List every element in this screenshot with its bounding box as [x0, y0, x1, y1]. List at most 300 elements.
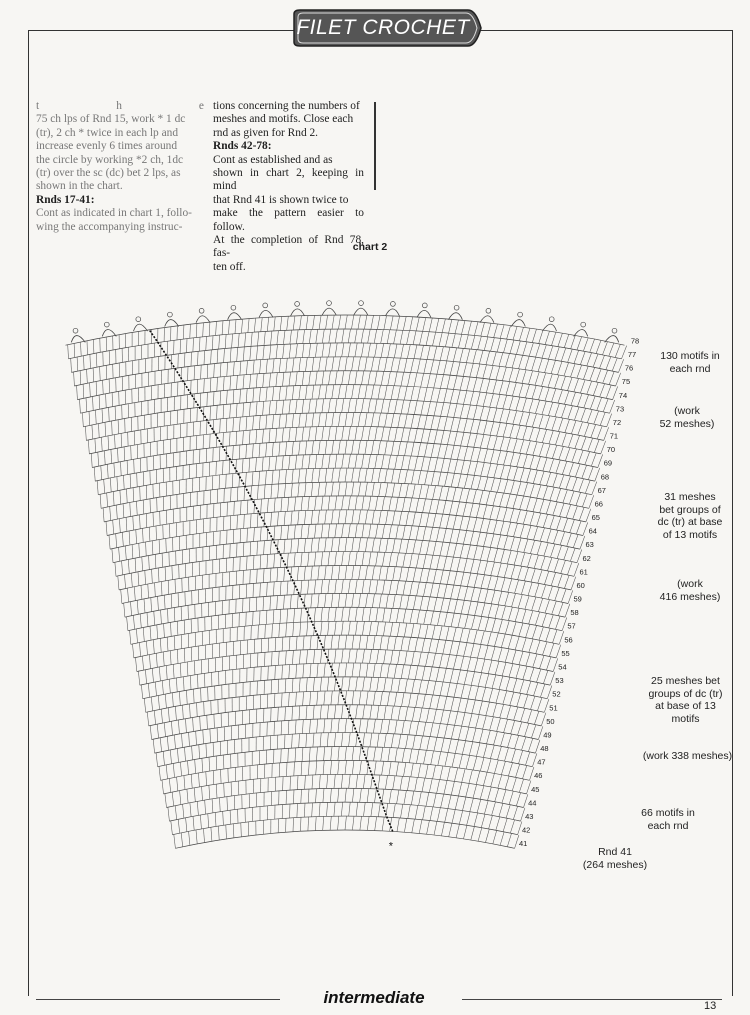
mesh-stitch [132, 545, 133, 559]
mesh-stitch [313, 315, 315, 329]
mesh-stitch [332, 482, 334, 496]
mesh-stitch [245, 333, 246, 347]
mesh-stitch [299, 413, 301, 427]
mesh-stitch [410, 554, 413, 568]
mesh-stitch [504, 564, 508, 578]
mesh-stitch [513, 806, 517, 819]
mesh-stitch [467, 545, 471, 559]
mesh-stitch [423, 583, 426, 597]
mesh-stitch [425, 764, 428, 778]
mesh-stitch [295, 720, 296, 734]
mesh-stitch [433, 653, 436, 667]
mesh-stitch [315, 455, 317, 469]
mesh-stitch [133, 516, 134, 530]
mesh-stitch [431, 388, 434, 402]
mesh-stitch [421, 373, 424, 387]
mesh-stitch [300, 316, 302, 330]
mesh-stitch [436, 528, 439, 542]
mesh-stitch [124, 603, 125, 617]
mesh-stitch [124, 447, 125, 461]
mesh-stitch [427, 374, 430, 388]
mesh-stitch [291, 483, 292, 497]
motif-arch [480, 316, 494, 323]
mesh-stitch [262, 457, 263, 471]
mesh-stitch [239, 445, 240, 459]
mesh-stitch [365, 566, 367, 580]
mesh-stitch [295, 455, 296, 469]
mesh-stitch [454, 600, 457, 614]
mesh-stitch [271, 484, 272, 498]
mesh-stitch [415, 666, 418, 680]
mesh-stitch [551, 360, 555, 373]
mesh-stitch [338, 788, 339, 802]
mesh-stitch [175, 706, 176, 720]
mesh-stitch [175, 579, 176, 593]
mesh-stitch [530, 484, 534, 497]
mesh-stitch [424, 387, 427, 401]
mesh-stitch [320, 677, 321, 691]
mesh-stitch [213, 392, 214, 406]
mesh-stitch [338, 816, 339, 830]
mesh-stitch [247, 500, 248, 514]
mesh-stitch [157, 724, 158, 738]
mesh-stitch [415, 456, 418, 470]
mesh-stitch [199, 337, 200, 351]
mesh-stitch [348, 552, 350, 566]
mesh-stitch [474, 546, 478, 560]
mesh-stitch [573, 535, 578, 548]
mesh-stitch [487, 407, 491, 421]
mesh-stitch [548, 586, 552, 599]
mesh-stitch [427, 821, 430, 835]
mesh-stitch [610, 400, 615, 413]
mesh-stitch [413, 540, 416, 554]
footer-rule-right [462, 999, 722, 1000]
mesh-stitch [372, 469, 374, 483]
mesh-stitch [421, 345, 424, 359]
mesh-stitch [362, 552, 364, 566]
mesh-stitch [545, 359, 549, 372]
mesh-stitch [549, 459, 553, 472]
mesh-stitch [454, 768, 457, 782]
mesh-stitch [389, 762, 391, 776]
mesh-stitch [401, 456, 404, 470]
mesh-stitch [169, 779, 170, 793]
mesh-stitch [447, 767, 450, 781]
mesh-stitch [457, 670, 460, 684]
mesh-stitch [515, 608, 519, 621]
mesh-stitch [388, 344, 391, 358]
mesh-stitch [390, 608, 392, 622]
round-number-label: 68 [600, 472, 610, 482]
mesh-stitch [594, 439, 599, 452]
round-ring [149, 705, 542, 726]
mesh-stitch [288, 748, 289, 762]
mesh-stitch [526, 497, 530, 510]
mesh-stitch [436, 640, 439, 654]
mesh-stitch [338, 719, 339, 733]
mesh-stitch [174, 608, 175, 622]
mesh-stitch [470, 798, 474, 812]
mesh-stitch [331, 593, 333, 607]
mesh-stitch [171, 821, 173, 835]
mesh-stitch [447, 655, 450, 669]
mesh-stitch [237, 515, 238, 529]
mesh-stitch [193, 338, 194, 352]
mesh-stitch [556, 460, 561, 473]
mesh-stitch [365, 482, 367, 496]
mesh-stitch [549, 643, 554, 656]
mesh-stitch [129, 531, 130, 545]
mesh-stitch [101, 466, 102, 480]
mesh-stitch [557, 545, 562, 558]
mesh-stitch [284, 539, 285, 553]
mesh-stitch [398, 706, 400, 720]
mesh-stitch [266, 359, 267, 373]
mesh-stitch [249, 430, 250, 444]
mesh-stitch [319, 413, 321, 427]
mesh-stitch [454, 432, 457, 446]
mesh-stitch [142, 656, 143, 670]
mesh-stitch [119, 547, 120, 561]
mesh-stitch [490, 534, 494, 548]
mesh-stitch [188, 761, 189, 775]
mesh-stitch [138, 671, 139, 685]
mesh-stitch [389, 553, 391, 567]
mesh-stitch [469, 742, 473, 756]
mesh-stitch [450, 557, 453, 571]
mesh-stitch [518, 595, 522, 608]
mesh-stitch [298, 539, 299, 553]
mesh-stitch [352, 440, 354, 454]
mesh-stitch [381, 399, 384, 413]
mesh-stitch [473, 518, 477, 532]
mesh-stitch [177, 748, 178, 762]
mesh-stitch [410, 317, 413, 331]
mesh-stitch [373, 691, 375, 705]
mesh-stitch [553, 474, 558, 487]
mesh-stitch [156, 526, 157, 540]
mesh-stitch [505, 592, 509, 606]
text-line: shown in chart 2, keeping in mind [213, 167, 364, 193]
mesh-stitch [387, 330, 390, 344]
mesh-stitch [110, 478, 111, 492]
mesh-stitch [385, 441, 388, 455]
mesh-stitch [405, 707, 408, 721]
mesh-stitch [365, 510, 367, 524]
mesh-stitch [312, 775, 313, 789]
mesh-stitch [306, 706, 307, 720]
mesh-stitch [403, 609, 406, 623]
mesh-stitch [530, 512, 534, 525]
mesh-stitch [565, 448, 570, 461]
mesh-stitch [172, 792, 174, 806]
mesh-stitch [460, 544, 463, 558]
mesh-stitch [304, 511, 305, 525]
mesh-stitch [505, 649, 509, 663]
mesh-stitch [571, 577, 576, 590]
mesh-stitch [409, 749, 412, 763]
mesh-stitch [521, 581, 525, 594]
mesh-stitch [345, 663, 347, 677]
mesh-stitch [543, 642, 548, 655]
mesh-stitch [303, 692, 304, 706]
mesh-stitch [309, 371, 311, 385]
mesh-stitch [267, 582, 268, 596]
mesh-stitch [444, 696, 447, 710]
mesh-stitch [424, 359, 427, 373]
mesh-stitch [556, 645, 561, 658]
mesh-stitch [464, 671, 467, 685]
mesh-stitch [481, 463, 485, 477]
mesh-stitch [437, 556, 440, 570]
annotation-25-meshes: 25 meshes bet groups of dc (tr) at base of 13 motifs [648, 675, 723, 725]
mesh-stitch [423, 499, 426, 513]
mesh-stitch [235, 320, 236, 334]
mesh-stitch [330, 816, 331, 830]
mesh-stitch [403, 553, 406, 567]
mesh-stitch [524, 483, 528, 497]
mesh-stitch [416, 317, 419, 331]
mesh-stitch [283, 372, 284, 386]
mesh-stitch [130, 474, 131, 488]
mesh-stitch [477, 392, 481, 406]
text-line: Cont as indicated in chart 1, follo- [36, 207, 192, 220]
mesh-stitch [323, 761, 324, 775]
mesh-stitch [311, 483, 313, 497]
mesh-stitch [490, 506, 494, 520]
mesh-stitch [288, 497, 289, 511]
mesh-stitch [434, 430, 437, 444]
mesh-stitch [217, 377, 218, 391]
mesh-stitch [322, 329, 324, 343]
mesh-stitch [256, 430, 257, 444]
mesh-stitch [497, 718, 501, 731]
mesh-stitch [526, 653, 530, 666]
mesh-stitch [371, 775, 373, 789]
mesh-stitch [515, 580, 519, 593]
mesh-stitch [265, 624, 266, 638]
mesh-stitch [532, 414, 536, 427]
mesh-stitch [406, 512, 409, 526]
mesh-stitch [420, 596, 423, 610]
mesh-stitch [369, 496, 371, 510]
mesh-stitch [309, 343, 311, 357]
mesh-stitch [450, 501, 453, 515]
mesh-stitch [112, 549, 113, 563]
mesh-stitch [539, 627, 543, 640]
mesh-stitch [253, 612, 254, 626]
mesh-stitch [183, 677, 184, 691]
mesh-stitch [317, 719, 318, 733]
round-number-label: 74 [618, 390, 628, 400]
mesh-stitch [82, 413, 83, 427]
mesh-stitch [570, 548, 575, 561]
mesh-stitch [305, 775, 306, 789]
mesh-stitch [332, 357, 334, 371]
text-line: shown in the chart. [36, 180, 123, 193]
mesh-stitch [453, 515, 456, 529]
mesh-stitch [342, 454, 344, 468]
mesh-stitch [358, 357, 360, 371]
mesh-stitch [581, 437, 586, 450]
mesh-stitch [502, 662, 506, 676]
mesh-stitch [436, 500, 439, 514]
mesh-stitch [257, 485, 258, 499]
mesh-stitch [510, 692, 514, 706]
mesh-stitch [572, 449, 577, 462]
mesh-stitch [396, 762, 398, 776]
mesh-stitch [580, 380, 585, 393]
mesh-stitch [471, 827, 475, 841]
mesh-stitch [451, 697, 454, 711]
mesh-stitch [526, 624, 530, 637]
mesh-stitch [356, 774, 358, 788]
mesh-stitch [104, 451, 105, 465]
mesh-stitch [266, 415, 267, 429]
mesh-stitch [478, 617, 482, 631]
mesh-stitch [302, 399, 304, 413]
mesh-stitch [483, 716, 487, 730]
round-number-label: 43 [525, 812, 534, 821]
mesh-stitch [355, 399, 357, 413]
mesh-stitch [480, 378, 484, 392]
mesh-stitch [583, 522, 588, 535]
mesh-stitch [316, 329, 318, 343]
mesh-stitch [389, 790, 391, 804]
mesh-stitch [335, 343, 337, 357]
mesh-stitch [561, 560, 566, 573]
mesh-stitch [299, 469, 300, 483]
mesh-stitch [542, 345, 546, 358]
mesh-stitch [555, 403, 560, 416]
mesh-stitch [356, 649, 358, 663]
mesh-stitch [316, 761, 317, 775]
motif-loop [263, 303, 268, 308]
mesh-stitch [606, 357, 611, 370]
mesh-stitch [531, 725, 536, 738]
motif-loop [454, 305, 459, 310]
mesh-stitch [510, 340, 514, 354]
mesh-stitch [335, 580, 337, 594]
mesh-stitch [99, 424, 100, 438]
mesh-stitch [463, 797, 466, 811]
round-ring [161, 760, 530, 780]
mesh-stitch [447, 571, 450, 585]
mesh-stitch [510, 424, 514, 438]
mesh-stitch [486, 379, 490, 393]
mesh-stitch [310, 691, 311, 705]
mesh-stitch [533, 654, 537, 667]
mesh-stitch [371, 315, 374, 329]
mesh-stitch [361, 343, 363, 357]
mesh-stitch [523, 426, 527, 439]
mesh-stitch [194, 689, 195, 703]
mesh-stitch [598, 454, 603, 467]
mesh-stitch [286, 386, 287, 400]
round-ring [152, 719, 539, 740]
mesh-stitch [187, 339, 188, 353]
mesh-stitch [467, 657, 470, 671]
mesh-stitch [267, 317, 268, 331]
mesh-stitch [71, 358, 72, 372]
mesh-stitch [488, 660, 492, 674]
mesh-stitch [513, 326, 517, 340]
mesh-stitch [548, 374, 552, 387]
mesh-stitch [285, 707, 286, 721]
mesh-stitch [335, 426, 337, 440]
mesh-stitch [278, 651, 279, 665]
mesh-stitch [270, 596, 271, 610]
mesh-stitch [248, 319, 249, 333]
mesh-stitch [374, 329, 377, 343]
mesh-stitch [282, 428, 283, 442]
mesh-stitch [364, 315, 367, 329]
mesh-stitch [513, 495, 517, 509]
mesh-stitch [371, 385, 373, 399]
mesh-stitch [277, 512, 278, 526]
mesh-stitch [327, 802, 328, 816]
mesh-stitch [502, 367, 506, 381]
mesh-stitch [331, 719, 332, 733]
mesh-stitch [370, 705, 372, 719]
mesh-stitch [103, 380, 104, 394]
mesh-stitch [277, 331, 279, 345]
mesh-stitch [317, 691, 318, 705]
mesh-stitch [260, 555, 261, 569]
mesh-stitch [456, 824, 459, 838]
mesh-stitch [451, 585, 454, 599]
mesh-stitch [310, 636, 311, 650]
mesh-stitch [273, 387, 274, 401]
mesh-stitch [256, 374, 257, 388]
mesh-stitch [450, 389, 453, 403]
mesh-stitch [537, 513, 541, 526]
mesh-stitch [128, 560, 129, 574]
mesh-stitch [282, 456, 283, 470]
mesh-stitch [419, 485, 422, 499]
mesh-stitch [163, 652, 164, 666]
mesh-stitch [200, 716, 201, 730]
mesh-stitch [165, 694, 166, 708]
mesh-stitch [532, 329, 536, 342]
mesh-stitch [318, 594, 319, 608]
mesh-stitch [500, 493, 504, 507]
mesh-stitch [308, 552, 309, 566]
mesh-stitch [406, 540, 409, 554]
mesh-stitch [155, 554, 156, 568]
mesh-stitch [149, 556, 150, 570]
mesh-stitch [194, 788, 195, 802]
mesh-stitch [150, 726, 151, 740]
motif-loop [581, 322, 586, 327]
mesh-stitch [327, 775, 328, 789]
mesh-stitch [398, 651, 400, 665]
mesh-stitch [267, 499, 268, 513]
mesh-stitch [296, 344, 298, 358]
round-number-label: 42 [522, 825, 531, 835]
mesh-stitch [476, 715, 480, 729]
mesh-stitch [279, 386, 280, 400]
mesh-stitch [443, 501, 446, 515]
mesh-stitch [285, 442, 286, 456]
mesh-stitch [444, 361, 447, 375]
mesh-stitch [352, 315, 354, 329]
mesh-stitch [269, 401, 270, 415]
mesh-stitch [368, 343, 371, 357]
mesh-stitch [378, 775, 380, 789]
mesh-stitch [328, 621, 329, 635]
